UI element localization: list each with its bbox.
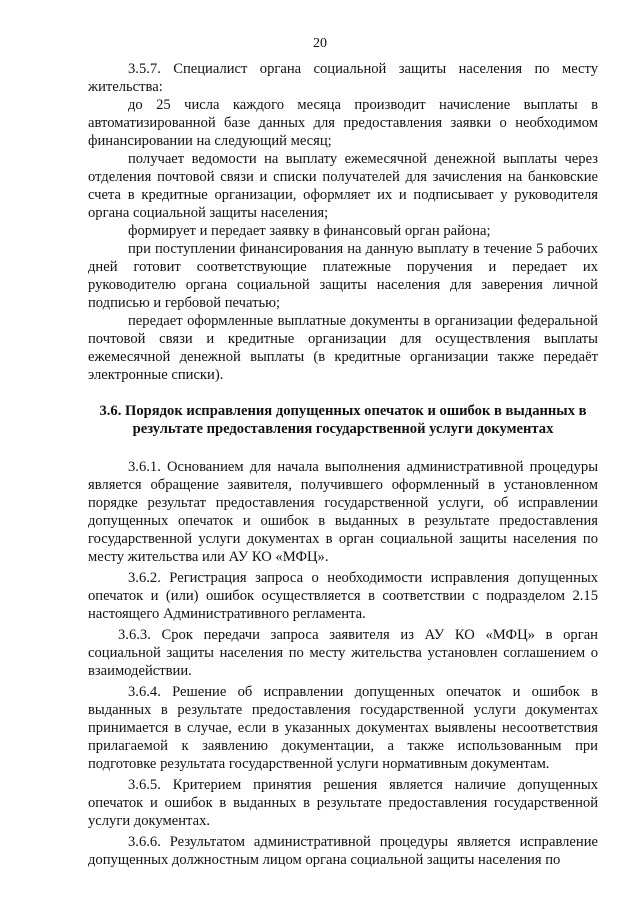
paragraph-accrual: до 25 числа каждого месяца производит начисление выплаты в автоматизированной базе данных для предоставления заявки о необходимом финансировании на следующий месяц; [88, 97, 598, 149]
section-heading-3-6: 3.6. Порядок исправления допущенных опечаток и ошибок в выданных в результате предоставления государственной услуги документах [99, 403, 587, 437]
paragraph-3-6-3: 3.6.3. Срок передачи запроса заявителя из АУ КО «МФЦ» в орган социальной защиты населения по месту жительства установлен соглашением о взаимодействии. [88, 627, 598, 679]
paragraph-3-6-4: 3.6.4. Решение об исправлении допущенных опечаток и ошибок в выданных в результате предоставления государственной услуги документах принимается в случае, если в указанных документах выявлены несоответствия прилагаемой к заявлению документации, а также использованным при подготовке результата государственной услуги нормативным документам. [88, 684, 598, 772]
paragraph-3-5-7: 3.5.7. Специалист органа социальной защиты населения по месту жительства: [88, 61, 598, 95]
document-body [88, 60, 598, 869]
paragraph-application: формирует и передает заявку в финансовый орган района; [128, 223, 491, 239]
paragraph-3-6-6: 3.6.6. Результатом административной процедуры является исправление допущенных должностным лицом органа социальной защиты населения по [88, 834, 598, 868]
paragraph-financing: при поступлении финансирования на данную выплату в течение 5 рабочих дней готовит соответствующие платежные поручения и передает их руководителю органа социальной защиты населения для заверения личной подписью и гербовой печатью; [88, 241, 598, 311]
page-number: 20 [313, 36, 327, 51]
paragraph-3-6-2: 3.6.2. Регистрация запроса о необходимости исправления допущенных опечаток и (или) ошибок осуществляется в соответствии с подразделом 2.15 настоящего Административного регламента. [88, 570, 598, 622]
paragraph-statements: получает ведомости на выплату ежемесячной денежной выплаты через отделения почтовой связи и списки получателей для зачисления на банковские счета в кредитные организации, оформляет их и подписывает у руководителя органа социальной защиты населения; [88, 151, 598, 221]
paragraph-transfer: передает оформленные выплатные документы в организации федеральной почтовой связи и кредитные организации для осуществления выплаты ежемесячной денежной выплаты (в кредитные организации также передаёт электронные списки). [88, 313, 598, 383]
paragraph-3-6-5: 3.6.5. Критерием принятия решения является наличие допущенных опечаток и ошибок в выданных в результате предоставления государственной услуги документах. [88, 777, 598, 829]
paragraph-3-6-1: 3.6.1. Основанием для начала выполнения административной процедуры является обращение заявителя, получившего оформленный в установленном порядке результат предоставления государственной услуги, об исправлении допущенных опечаток и ошибок в выданных в результате предоставления государственной услуги документах в орган социальной защиты населения по месту жительства или АУ КО «МФЦ». [88, 459, 598, 565]
